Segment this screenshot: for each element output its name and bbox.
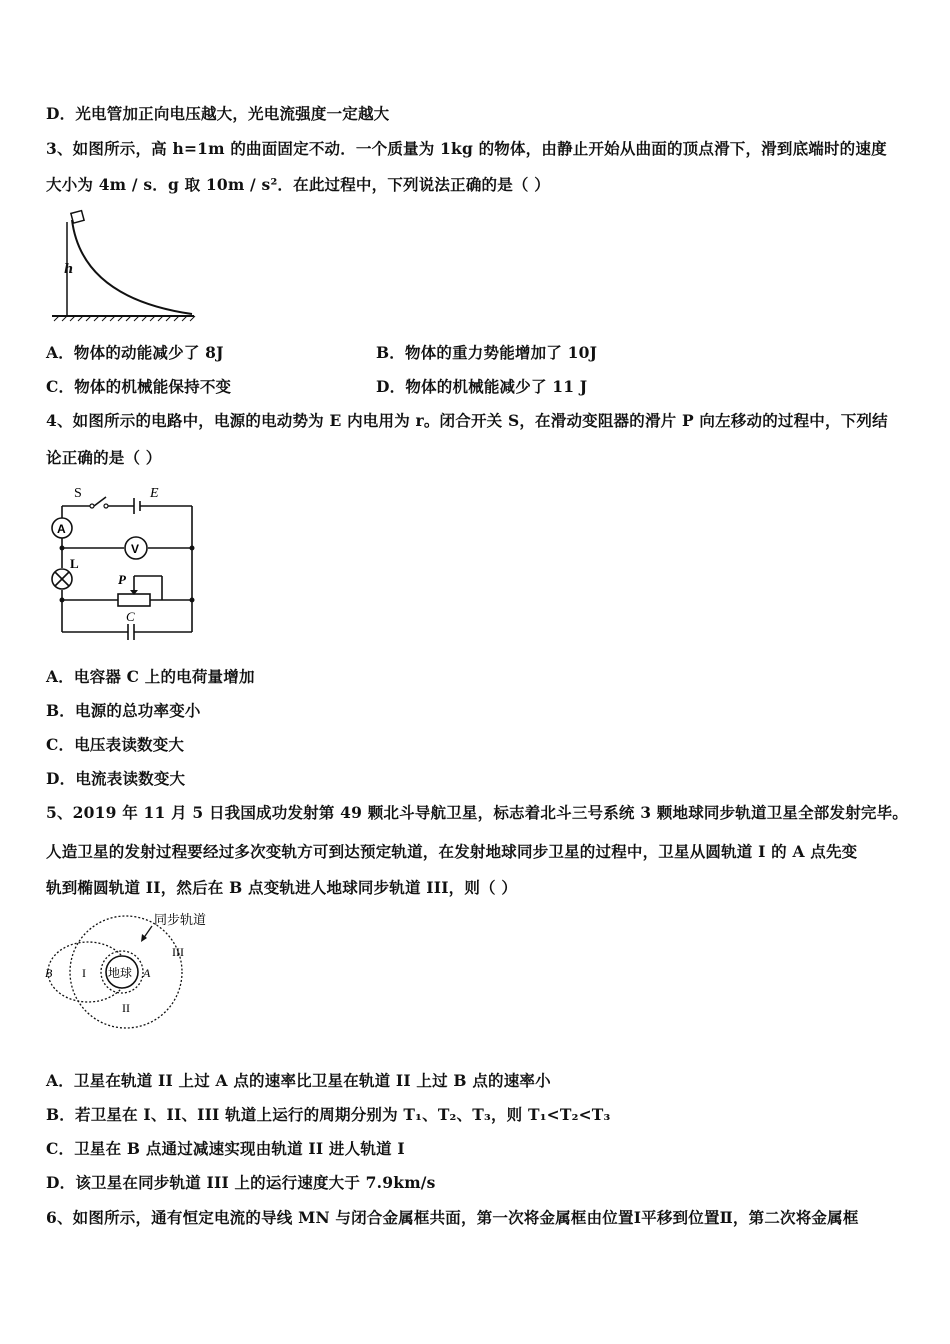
q4-label-l: L <box>70 556 79 571</box>
q3-option-c: C．物体的机械能保持不变 <box>46 377 232 396</box>
q5-option-b: B．若卫星在 I、II、III 轨道上运行的周期分别为 T₁、T₂、T₃，则 T₁<T₂<T₃ <box>46 1105 611 1124</box>
q5-stem-line1: 5、2019 年 11 月 5 日我国成功发射第 49 颗北斗导航卫星，标志着北斗三号系统 3 颗地球同步轨道卫星全部发射完毕。 <box>46 803 909 822</box>
q4-label-a: A <box>57 522 66 536</box>
q3-option-b: B．物体的重力势能增加了 10J <box>376 343 598 362</box>
q4-label-v: V <box>131 542 140 556</box>
q4-option-c: C．电压表读数变大 <box>46 735 185 754</box>
q4-option-b: B．电源的总功率变小 <box>46 701 201 720</box>
q5-label-orbit3: III <box>172 945 184 959</box>
q5-label-earth: 地球 <box>108 966 133 980</box>
q4-label-c: C <box>126 609 135 624</box>
q5-label-sync-orbit: 同步轨道 <box>154 913 207 928</box>
q5-option-a: A．卫星在轨道 II 上过 A 点的速率比卫星在轨道 II 上过 B 点的速率小 <box>46 1071 551 1090</box>
q4-option-a: A．电容器 C 上的电荷量增加 <box>46 667 255 686</box>
q3-stem-line2: 大小为 4m / s．g 取 10m / s²．在此过程中，下列说法正确的是（ ） <box>46 175 550 194</box>
q3-option-d: D．物体的机械能减少了 11 J <box>376 377 588 396</box>
q5-label-orbit1: I <box>82 966 86 980</box>
q4-label-s: S <box>74 486 82 501</box>
q4-label-e: E <box>150 486 159 501</box>
q2-option-d: D．光电管加正向电压越大，光电流强度一定越大 <box>46 104 390 123</box>
q5-label-point-b: B <box>45 966 53 980</box>
q5-label-point-a: A <box>143 966 151 980</box>
q4-stem-line2: 论正确的是（ ） <box>46 448 162 467</box>
q4-circuit-figure <box>44 480 204 640</box>
q5-stem-line3: 轨到椭圆轨道 II，然后在 B 点变轨进人地球同步轨道 III，则（ ） <box>46 878 518 897</box>
q3-stem-line1: 3、如图所示，高 h=1m 的曲面固定不动．一个质量为 1kg 的物体，由静止开始从曲面的顶点滑下，滑到底端时的速度 <box>46 139 887 158</box>
q5-stem-line2: 人造卫星的发射过程要经过多次变轨方可到达预定轨道，在发射地球同步卫星的过程中，卫星从圆轨道 I 的 A 点先变 <box>46 842 858 861</box>
q3-figure-label-h: h <box>64 262 74 277</box>
q5-option-c: C．卫星在 B 点通过减速实现由轨道 II 进人轨道 I <box>46 1139 405 1158</box>
q4-label-p: P <box>118 572 126 587</box>
q5-orbit-figure <box>42 908 222 1033</box>
q6-stem-line1: 6、如图所示，通有恒定电流的导线 MN 与闭合金属框共面，第一次将金属框由位置Ⅰ平移到位置Ⅱ，第二次将金属框 <box>46 1208 859 1227</box>
q4-option-d: D．电流表读数变大 <box>46 769 186 788</box>
q4-stem-line1: 4、如图所示的电路中，电源的电动势为 E 内电用为 r。闭合开关 S，在滑动变阻器的滑片 P 向左移动的过程中，下列结 <box>46 411 888 430</box>
q5-option-d: D．该卫星在同步轨道 III 上的运行速度大于 7.9km/s <box>46 1173 436 1192</box>
q5-label-orbit2: II <box>122 1001 130 1015</box>
q3-option-a: A．物体的动能减少了 8J <box>46 343 224 362</box>
